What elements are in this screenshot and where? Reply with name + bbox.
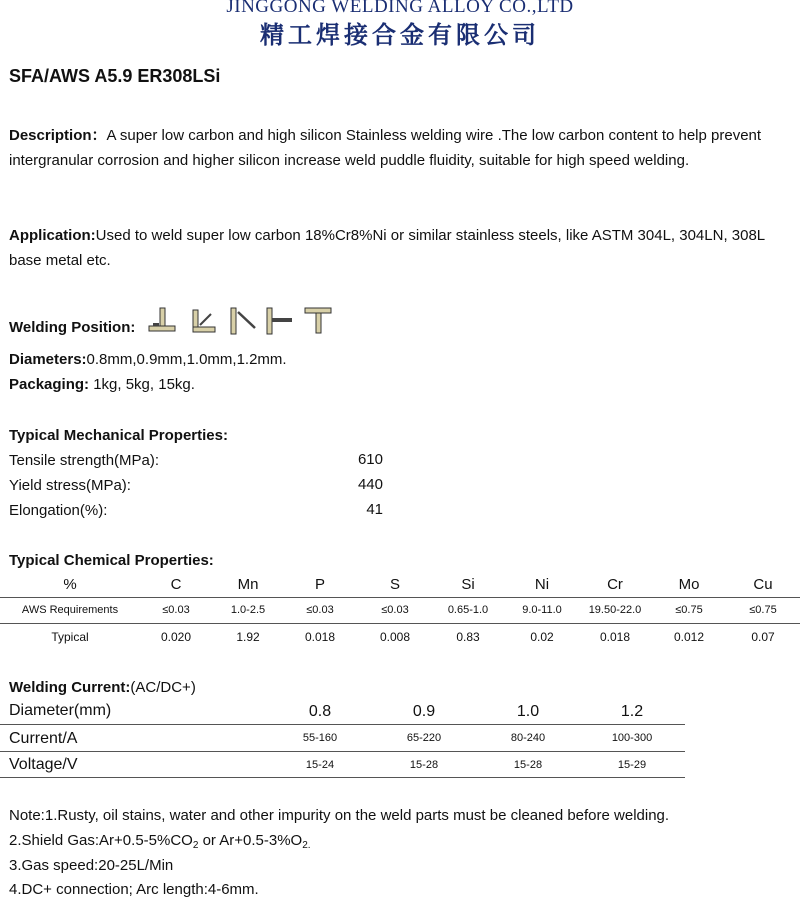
welding-current-mode: (AC/DC+) (130, 679, 196, 696)
chemical-column-header: Ni (534, 576, 550, 593)
chemical-column-header: Si (461, 576, 475, 593)
note-line: Note:1.Rusty, oil stains, water and other impurity on the weld parts must be cleaned before welding. (9, 807, 670, 824)
description-label: Description： (9, 127, 107, 144)
chemical-column-header: Cr (607, 576, 623, 593)
welding-row-label: Diameter(mm) (9, 702, 112, 719)
chemical-cell: 0.83 (456, 630, 480, 644)
chemical-cell: 1.0-2.5 (230, 604, 266, 616)
product-title: SFA/AWS A5.9 ER308LSi (9, 66, 221, 86)
welding-current-line (9, 678, 196, 698)
welding-position-label: Welding Position: (9, 319, 136, 336)
chemical-column-header: Cu (753, 576, 773, 593)
chemical-cell: 0.018 (599, 630, 631, 644)
chemical-cell: ≤0.75 (749, 604, 777, 616)
vertical-position-icon (231, 308, 255, 334)
chemical-column-header: C (170, 576, 182, 593)
welding-cell: 80-240 (510, 732, 546, 744)
note-line: 3.Gas speed:20-25L/Min (9, 857, 174, 874)
mechanical-row-value: 610 (357, 451, 383, 468)
welding-cell: 15-28 (513, 759, 543, 771)
table-row (0, 630, 800, 646)
chemical-cell: 19.50-22.0 (588, 604, 642, 616)
chemical-cell: 9.0-11.0 (522, 604, 562, 616)
chemical-cell: 0.65-1.0 (447, 604, 489, 616)
chemical-heading: Typical Chemical Properties: (9, 552, 214, 569)
mechanical-row-value: 41 (366, 501, 383, 518)
welding-cell: 1.2 (620, 703, 644, 720)
flat-fillet-position-icon (149, 308, 175, 331)
chemical-cell: 0.02 (530, 630, 554, 644)
application-paragraph (9, 223, 789, 273)
mechanical-row-label: Yield stress(MPa): (9, 477, 131, 494)
description-text: A super low carbon and high silicon Stainless welding wire .The low carbon content to help prevent intergranular corrosion and higher silicon increase weld puddle fluidity, suitable for high speed welding. (9, 127, 762, 169)
packaging-value: 1kg, 5kg, 15kg. (89, 376, 195, 393)
welding-cell: 100-300 (611, 732, 653, 744)
company-name-chinese: 精工焊接合金有限公司 (260, 20, 540, 49)
diameters-label: Diameters: (9, 351, 87, 368)
table-divider (0, 623, 800, 624)
horizontal-position-icon (267, 308, 292, 334)
mechanical-row-label: Elongation(%): (9, 502, 108, 519)
chemical-cell: 1.92 (236, 630, 260, 644)
note-shield-gas-prefix: 2.Shield Gas:Ar+0.5-5%CO (9, 832, 193, 849)
mechanical-row-value: 440 (357, 476, 383, 493)
chemical-cell: 0.008 (379, 630, 411, 644)
table-divider (0, 724, 685, 725)
chemical-cell: ≤0.03 (162, 604, 190, 616)
mechanical-heading: Typical Mechanical Properties: (9, 427, 228, 444)
table-divider (0, 597, 800, 598)
welding-cell: 15-29 (617, 759, 647, 771)
welding-row-label: Current/A (9, 730, 78, 747)
chemical-cell: ≤0.75 (675, 604, 703, 616)
diameters-line (9, 350, 287, 370)
table-divider (0, 777, 685, 778)
description-paragraph (9, 123, 789, 173)
application-text: Used to weld super low carbon 18%Cr8%Ni or similar stainless steels, like ASTM 304L, 304LN, 308L base metal etc. (9, 227, 765, 269)
table-divider (0, 751, 685, 752)
note-line: 4.DC+ connection; Arc length:4-6mm. (9, 881, 259, 898)
welding-cell: 15-24 (305, 759, 335, 771)
welding-cell: 15-28 (409, 759, 439, 771)
chemical-column-header: P (314, 576, 325, 593)
chemical-column-header: S (389, 576, 400, 593)
table-row (0, 604, 800, 620)
welding-row-label: Voltage/V (9, 756, 78, 773)
mechanical-row-label: Tensile strength(MPa): (9, 452, 160, 469)
chemical-column-header: % (63, 576, 77, 593)
welding-cell: 0.8 (308, 703, 332, 720)
welding-cell: 1.0 (516, 703, 540, 720)
packaging-line (9, 375, 195, 395)
chemical-column-header: Mo (678, 576, 700, 593)
note-subscript: 2 (192, 840, 199, 851)
welding-current-label: Welding Current: (9, 679, 131, 696)
chemical-cell: Typical (51, 630, 89, 644)
chemical-header-row (0, 576, 800, 596)
note-line (9, 831, 311, 856)
diameters-value: 0.8mm,0.9mm,1.0mm,1.2mm. (86, 351, 287, 368)
packaging-label: Packaging: (9, 376, 90, 393)
welding-position-icons (145, 304, 340, 336)
welding-cell: 0.9 (412, 703, 436, 720)
chemical-cell: 0.018 (304, 630, 336, 644)
chemical-cell: ≤0.03 (306, 604, 334, 616)
note-subscript: 2. (302, 840, 311, 851)
application-label: Application: (9, 227, 96, 244)
chemical-cell: AWS Requirements (21, 604, 119, 616)
note-shield-gas-mid: or Ar+0.5-3%O (198, 832, 303, 849)
overhead-position-icon (305, 308, 331, 333)
chemical-cell: 0.012 (673, 630, 705, 644)
welding-cell: 65-220 (406, 732, 442, 744)
chemical-cell: 0.07 (751, 630, 775, 644)
chemical-cell: ≤0.03 (381, 604, 409, 616)
company-name-english: JINGGONG WELDING ALLOY CO.,LTD (226, 0, 574, 17)
chemical-cell: 0.020 (160, 630, 192, 644)
welding-cell: 55-160 (302, 732, 338, 744)
chemical-column-header: Mn (237, 576, 259, 593)
horizontal-fillet-position-icon (193, 310, 215, 332)
